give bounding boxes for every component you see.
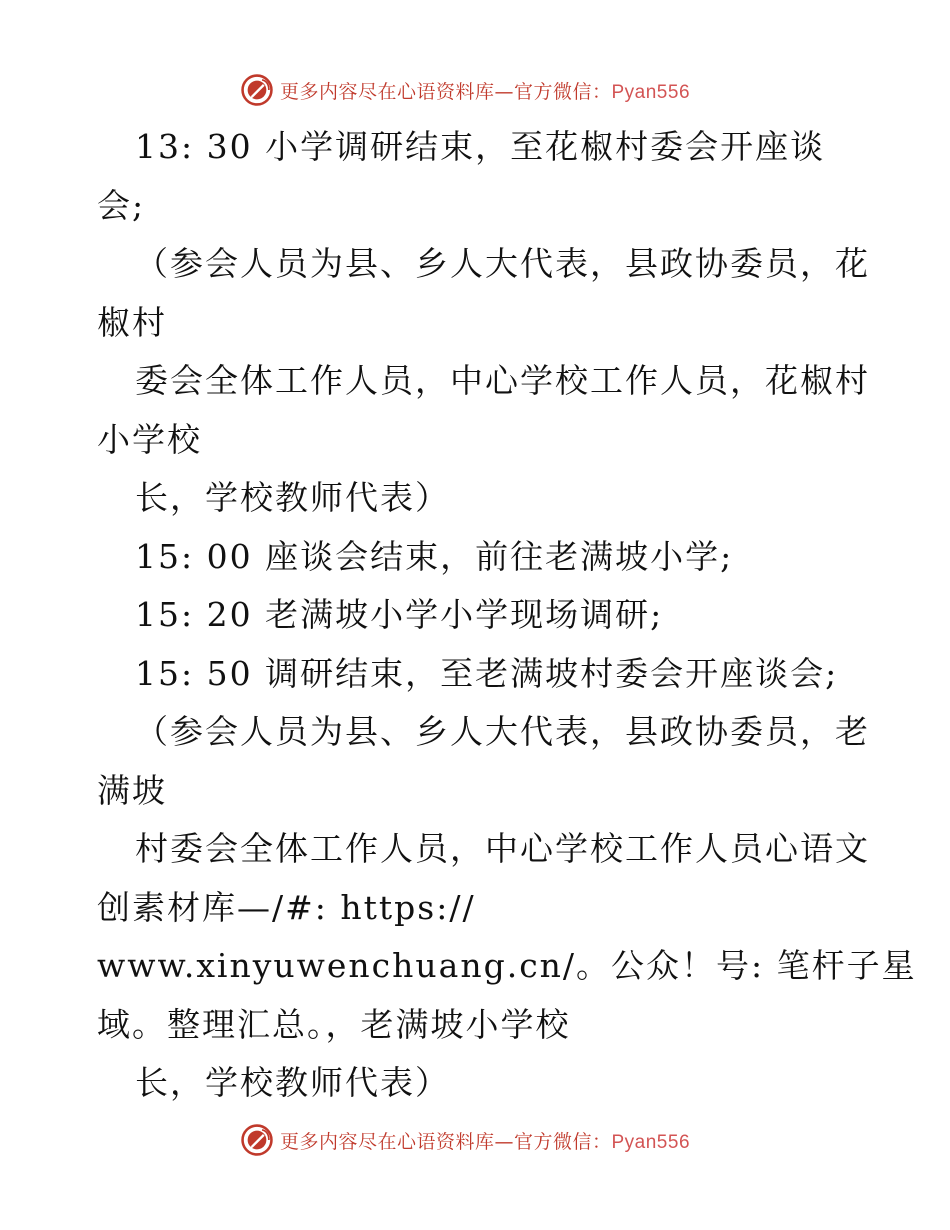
text-line: www.xinyuwenchuang.cn/。公众！号: 笔杆子星 — [97, 946, 917, 985]
header-banner-separator: — — [494, 80, 514, 103]
text-line: 15: 50 调研结束，至老满坡村委会开座谈会; — [135, 653, 839, 693]
header-banner-inner — [240, 73, 690, 107]
footer-wechat-id: Pyan556 — [611, 1131, 691, 1153]
text-line: 13: 30 小学调研结束，至花椒村委会开座谈 — [135, 127, 826, 166]
footer-banner — [0, 1120, 950, 1160]
pen-seal-icon — [240, 1123, 274, 1157]
text-line: 长，学校教师代表） — [135, 478, 450, 517]
text-line: 满坡 — [97, 770, 167, 810]
text-line: 长，学校教师代表） — [135, 1063, 450, 1102]
header-wechat-id: Pyan556 — [611, 81, 691, 103]
footer-banner-separator: — — [494, 1130, 514, 1153]
text-line: 村委会全体工作人员，中心学校工作人员心语文 — [135, 829, 870, 868]
header-wechat-label: 官方微信： — [513, 80, 612, 103]
header-banner — [0, 70, 950, 110]
text-line: 委会全体工作人员，中心学校工作人员，花椒村 — [135, 361, 870, 400]
header-banner-text — [280, 77, 690, 104]
text-line: 会; — [97, 185, 146, 225]
text-line: 域。整理汇总。，老满坡小学校 — [97, 1004, 571, 1044]
text-line: 15: 00 座谈会结束，前往老满坡小学; — [135, 536, 734, 576]
header-banner-title: 更多内容尽在心语资料库 — [279, 80, 495, 103]
document-body — [97, 118, 917, 1113]
text-line: （参会人员为县、乡人大代表，县政协委员，老 — [135, 712, 870, 751]
text-line: （参会人员为县、乡人大代表，县政协委员，花 — [135, 244, 870, 283]
text-line: 小学校 — [97, 419, 202, 459]
footer-banner-inner — [240, 1123, 690, 1157]
footer-banner-title: 更多内容尽在心语资料库 — [279, 1130, 495, 1153]
text-line: 椒村 — [97, 302, 167, 342]
pen-seal-icon — [240, 73, 274, 107]
text-line: 15: 20 老满坡小学小学现场调研; — [135, 595, 664, 634]
footer-banner-text — [280, 1127, 690, 1154]
text-line: 创素材库—/#: https:// — [97, 887, 476, 927]
footer-wechat-label: 官方微信： — [513, 1130, 612, 1153]
